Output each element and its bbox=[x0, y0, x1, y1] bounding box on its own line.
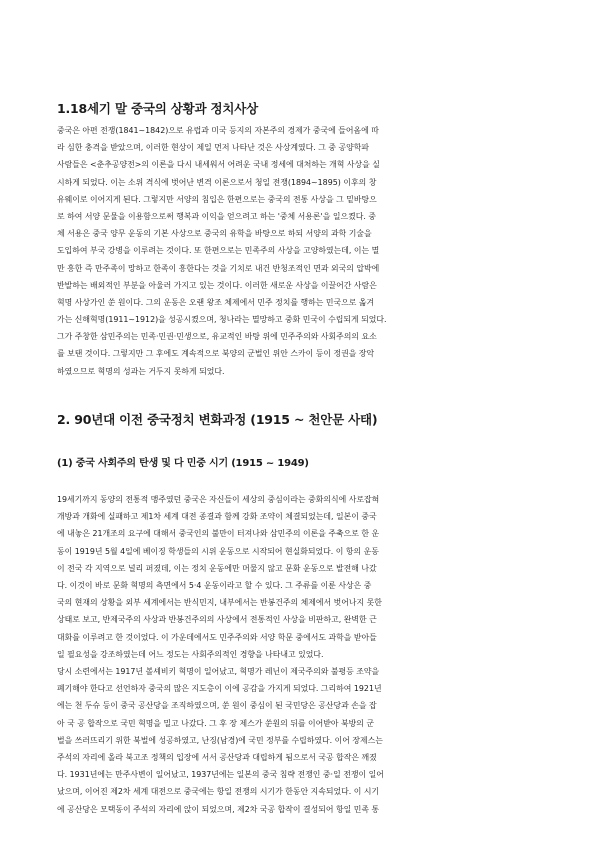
section-1-heading: 1.18세기 말 중국의 상황과 정치사상 bbox=[57, 101, 259, 116]
section-1-paragraph bbox=[57, 122, 541, 380]
paragraph-line: 상태로 보고, 반제국주의 사상과 반봉건주의의 사상에서 전통적인 사상을 비판하고, 완벽한 근 bbox=[57, 615, 377, 625]
paragraph-line: 주석의 자리에 올라 북고조 정책의 입장에 서서 공산당과 대립하게 됨으로서 국공 합작은 깨졌 bbox=[57, 752, 377, 762]
paragraph-line: 에 내놓은 21개조의 요구에 대해서 중국인의 불만이 터져나와 삼민주의 이론을 주축으로 한 운 bbox=[57, 529, 380, 539]
paragraph-line: 일 필요성을 강조하였는데 어느 정도는 사회주의적인 경향을 나타내고 있었다. bbox=[57, 649, 324, 659]
paragraph-line: 벌을 쓰러뜨리기 위한 북벌에 성공하였고, 난징(남경)에 국민 정부를 수립하였다. 이어 장제스는 bbox=[57, 735, 383, 745]
paragraph-line: 이 전국 각 지역으로 널리 퍼졌데, 이는 정치 운동에만 머물지 않고 문화 운동으로 발전해 나갔 bbox=[57, 563, 377, 573]
paragraph-line: 만 흥한 즉 만주족이 망하고 한족이 흥한다는 것을 기치로 내건 반청조적인 면과 외국의 압박에 bbox=[57, 263, 380, 273]
paragraph-line: 19세기까지 동양의 전통적 맹주였던 중국은 자신들이 세상의 중심이라는 중화의식에 사로잡혀 bbox=[57, 495, 380, 504]
paragraph-line: 반발하는 배외적인 부분을 아울러 가지고 있는 것이다. 이러한 새로운 사상을 이끌어간 사람은 bbox=[57, 280, 377, 290]
paragraph-line: 혁명 사상가인 쑨 원이다. 그의 운동은 오랜 왕조 체제에서 민주 정치를 행하는 민국으로 옮겨 bbox=[57, 297, 375, 307]
paragraph-line: 를 보탠 것이다. 그렇지만 그 후에도 계속적으로 북양의 군벌인 위안 스카이 등이 정권을 장악 bbox=[57, 349, 375, 359]
paragraph-line: 도입하여 부국 강병을 이루려는 것이다. 또 한편으로는 민족주의 사상을 고양하였는데, 이는 멸 bbox=[57, 246, 380, 256]
paragraph-line: 로 하여 서양 문물을 이용함으로써 행복과 이익을 얻으려고 하는 '중체 서용론'을 일으켰다. 중 bbox=[57, 211, 376, 221]
paragraph-line: 라 심한 충격을 받았으며, 이러한 현상이 제일 먼저 나타난 것은 사상계였다. 그 중 공양학파 bbox=[57, 143, 370, 153]
paragraph-line: 개방과 개화에 실패하고 제1차 세계 대전 종결과 함께 강화 조약이 체결되었는데, 일본이 중국 bbox=[57, 512, 377, 522]
paragraph-line: 시하게 되었다. 이는 소위 격식에 벗어난 변격 이론으로서 청일 전쟁(1894~1895) 이후의 창 bbox=[57, 177, 377, 187]
paragraph-line: 하였으므로 혁명의 성과는 거두지 못하게 되었다. bbox=[57, 366, 225, 376]
paragraph-line: 체 서용은 중국 양무 운동의 기본 사상으로 중국의 유학을 바탕으로 하되 서양의 과학 기술을 bbox=[57, 229, 372, 239]
paragraph-line: 국의 현재의 상황을 외부 세계에서는 반식민지, 내부에서는 반봉건주의 체제에서 벗어나지 못한 bbox=[57, 598, 382, 608]
paragraph-line: 중국은 아편 전쟁(1841~1842)으로 유럽과 미국 등지의 자본주의 경제가 중국에 들어옴에 따 bbox=[57, 126, 379, 135]
paragraph-line: 그가 주창한 삼민주의는 민족·민권·민생으로, 유교적인 바탕 위에 민주주의와 사회주의의 요소 bbox=[57, 332, 377, 342]
paragraph-line: 당시 소련에서는 1917년 볼셰비키 혁명이 일어났고, 혁명가 레닌이 제국주의와 불평등 조약을 bbox=[57, 667, 380, 676]
paragraph-line: 가는 신해혁명(1911~1912)을 성공시켰으며, 청나라는 멸망하고 중화 민국이 수립되게 되었다. bbox=[57, 315, 387, 325]
paragraph-line: 사람들은 <춘추공양전>의 이론을 다시 내세워서 어려운 국내 정세에 대처하는 개혁 사상을 실 bbox=[57, 160, 380, 170]
section-2-heading: 2. 90년대 이전 중국정치 변화과정 (1915 ~ 천안문 사태) bbox=[57, 412, 378, 427]
paragraph-line: 폐기해야 한다고 선언하자 중국의 많은 지도층이 이에 공감을 가지게 되었다. 그리하여 1921년 bbox=[57, 684, 382, 694]
paragraph-line: 다. 1931년에는 만주사변이 일어났고, 1937년에는 일본의 중국 침략 전쟁인 중·일 전쟁이 일어 bbox=[57, 770, 384, 780]
paragraph-line: 났으며, 이어진 제2차 세계 대전으로 중국에는 항일 전쟁의 시기가 한동안 지속되었다. 이 시기 bbox=[57, 787, 380, 797]
section-2-paragraph-2 bbox=[57, 663, 541, 818]
section-2-subheading: (1) 중국 사회주의 탄생 및 다 민중 시기 (1915 ~ 1949) bbox=[57, 458, 309, 469]
paragraph-line: 대화를 이루려고 한 것이었다. 이 가운데에서도 민주주의와 서양 학문 중에서도 과학을 받아들 bbox=[57, 632, 377, 642]
paragraph-line: 유웨이로 이어지게 된다. 그렇지만 서양의 침입은 한편으로는 중국의 전통 사상을 그 밑바탕으 bbox=[57, 194, 377, 204]
paragraph-line: 동이 1919년 5월 4일에 베이징 학생들의 시위 운동으로 시작되어 현실화되었다. 이 항의 운동 bbox=[57, 546, 379, 556]
section-2-paragraph-1 bbox=[57, 491, 541, 663]
paragraph-line: 다. 이것이 바로 문화 혁명의 측면에서 5·4 운동이라고 할 수 있다. 그 주류를 이룬 사상은 중 bbox=[57, 580, 372, 590]
paragraph-line: 에 공산당은 모택동이 주석의 자리에 앉이 되었으며, 제2차 국공 합작이 결성되어 항일 민족 통 bbox=[57, 804, 380, 814]
paragraph-line: 아 국 공 합작으로 국민 혁명을 밀고 나갔다. 그 후 장 제스가 쑨원의 뒤를 이어받아 북방의 군 bbox=[57, 718, 375, 728]
paragraph-line: 에는 천 두슈 등이 중국 공산당을 조직하였으며, 쑨 원이 중심이 된 국민당은 공산당과 손을 잡 bbox=[57, 701, 377, 711]
